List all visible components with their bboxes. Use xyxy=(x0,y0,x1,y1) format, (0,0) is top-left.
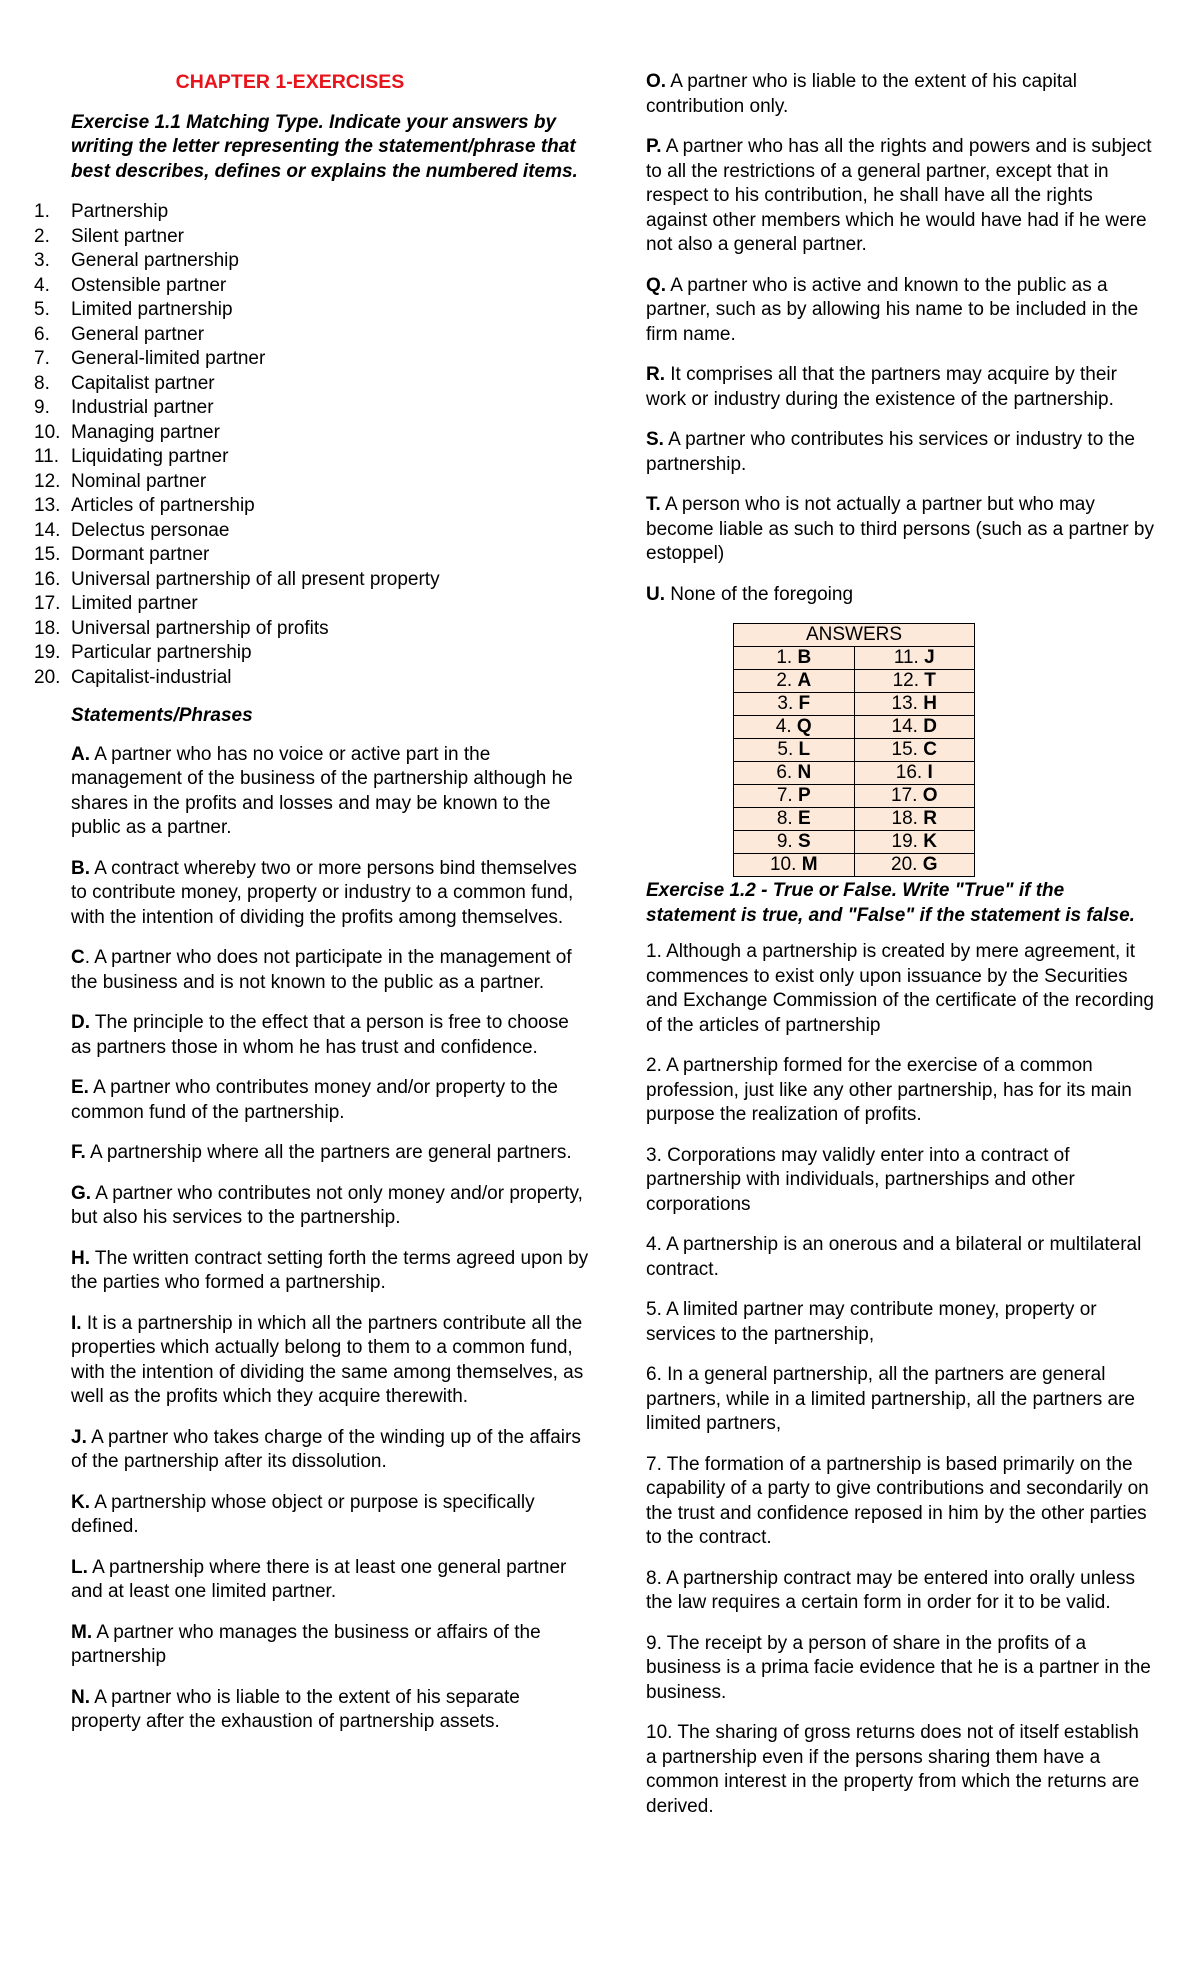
list-item xyxy=(34,421,590,446)
true-false-item: 5. A limited partner may contribute money, property or services to the partnership, xyxy=(646,1299,1097,1345)
list-item xyxy=(34,543,590,568)
item-text: Universal partnership of all present property xyxy=(71,568,440,590)
item-text: General partner xyxy=(71,323,205,345)
answer-cell xyxy=(854,854,975,877)
statement-text: A partner who contributes money and/or property to the common fund of the partnership. xyxy=(71,1077,558,1123)
list-item xyxy=(34,617,590,642)
item-text: Silent partner xyxy=(71,225,185,247)
statement-text: It is a partnership in which all the partners contribute all the properties which actually belong to them to a common fund, with the intention of dividing the same among themselves, as well as the profits which they acquire therewith. xyxy=(71,1312,584,1407)
statement-letter: M. xyxy=(71,1621,93,1643)
true-false-item: 4. A partnership is an onerous and a bilateral or multilateral contract. xyxy=(646,1234,1142,1280)
item-number: 2. xyxy=(34,225,50,247)
item-text: General-limited partner xyxy=(71,348,266,369)
list-item xyxy=(34,519,590,544)
answer-number: 3. xyxy=(777,693,794,714)
item-number: 18. xyxy=(34,617,61,639)
answer-cell xyxy=(854,762,975,785)
answer-number: 18. xyxy=(891,808,918,829)
answer-number: 6. xyxy=(776,762,793,783)
item-number: 8. xyxy=(34,372,50,394)
item-number: 15. xyxy=(34,544,61,565)
item-number: 11. xyxy=(34,446,60,467)
answer-letter: O xyxy=(922,785,938,806)
answers-table xyxy=(733,623,975,877)
statements-right xyxy=(646,70,1154,607)
statement-text: None of the foregoing xyxy=(665,583,854,605)
answer-cell xyxy=(734,854,855,877)
statement xyxy=(71,1247,590,1296)
statement-text: The written contract setting forth the terms agreed upon by the parties who formed a partnership. xyxy=(71,1247,589,1293)
item-text: Nominal partner xyxy=(71,470,207,492)
statement-text: The principle to the effect that a person is free to choose as partners those in whom he has trust and confidence. xyxy=(71,1012,569,1058)
item-text: Particular partnership xyxy=(71,642,252,663)
true-false-item: 9. The receipt by a person of share in the profits of a business is a prima facie evidence that he is a partner in the business. xyxy=(646,1632,1151,1703)
answer-number: 1. xyxy=(776,647,793,668)
item-number: 13. xyxy=(34,495,61,516)
answer-letter: F xyxy=(798,693,811,714)
item-number: 6. xyxy=(34,323,50,345)
list-item xyxy=(34,494,590,519)
answer-number: 13. xyxy=(891,693,918,714)
answer-letter: B xyxy=(797,647,812,668)
answer-number: 11. xyxy=(893,647,919,668)
answer-letter: D xyxy=(923,716,937,737)
statement xyxy=(646,583,1154,608)
statement-letter: C xyxy=(71,947,85,968)
statement-text: A partner who contributes his services or industry to the partnership. xyxy=(646,429,1135,475)
statement-text: A partner who is liable to the extent of his separate property after the exhaustion of partnership assets. xyxy=(71,1686,520,1732)
answer-number: 5. xyxy=(777,739,794,760)
statement-letter: I. xyxy=(71,1312,82,1334)
answer-cell xyxy=(734,716,855,739)
answer-cell xyxy=(734,693,855,716)
statement-text: A partner who contributes not only money and/or property, but also his services to the partnership. xyxy=(71,1182,583,1228)
answer-number: 17. xyxy=(891,785,918,806)
item-text: Capitalist partner xyxy=(71,372,215,394)
answer-letter: K xyxy=(923,831,937,852)
answer-letter: S xyxy=(797,831,811,852)
list-item xyxy=(34,396,590,421)
statement xyxy=(71,1182,590,1231)
statement-letter: G. xyxy=(71,1182,92,1204)
statement xyxy=(71,1312,590,1410)
answer-cell xyxy=(854,831,975,854)
statement-text: A person who is not actually a partner but who may become liable as such to third persons (such as a partner by estoppel) xyxy=(646,494,1154,564)
exercise-1-heading: Exercise 1.1 Matching Type. Indicate your answers by writing the letter representing the statement/phrase that best describes, defines or explains the numbered items. xyxy=(71,111,578,182)
answers-row xyxy=(734,854,975,877)
true-false-item: 10. The sharing of gross returns does not of itself establish a partnership even if the persons sharing them have a common interest in the property from which the returns are derived. xyxy=(646,1722,1140,1817)
item-text: Delectus personae xyxy=(71,519,230,541)
statement xyxy=(71,1426,590,1475)
answer-letter: A xyxy=(797,670,812,691)
answer-cell xyxy=(854,716,975,739)
statement xyxy=(71,1686,590,1735)
answer-cell xyxy=(734,739,855,762)
answer-letter: M xyxy=(801,854,818,875)
statement-letter: N. xyxy=(71,1686,90,1708)
list-item xyxy=(34,470,590,495)
list-item xyxy=(34,568,590,593)
statement-letter: K. xyxy=(71,1491,90,1513)
answer-cell xyxy=(734,762,855,785)
statement-text: . A partner who does not participate in the management of the business and is not known to the public as a partner. xyxy=(71,947,572,993)
statement xyxy=(646,135,1154,258)
item-number: 5. xyxy=(34,299,50,320)
answer-cell xyxy=(854,647,975,670)
answer-number: 10. xyxy=(769,854,797,875)
statement-letter: J. xyxy=(71,1426,87,1448)
item-number: 3. xyxy=(34,250,50,271)
true-false-item: 7. The formation of a partnership is based primarily on the capability of a party to give contributions and secondarily on the trust and confidence reposed in him by the other parties to the contract. xyxy=(646,1453,1149,1548)
left-column xyxy=(34,70,590,1751)
list-item xyxy=(34,323,590,348)
item-text: Liquidating partner xyxy=(71,446,229,467)
statement xyxy=(71,946,590,995)
statement-text: A partner who is liable to the extent of his capital contribution only. xyxy=(646,71,1077,117)
item-number: 1. xyxy=(34,201,50,222)
answers-header: ANSWERS xyxy=(734,624,975,647)
item-text: General partnership xyxy=(71,250,239,271)
statement-letter: S. xyxy=(646,429,664,450)
statement-text: A partnership whose object or purpose is specifically defined. xyxy=(71,1491,535,1537)
item-number: 9. xyxy=(34,397,50,418)
answers-row xyxy=(734,831,975,854)
item-number: 19. xyxy=(34,642,61,663)
answers-row xyxy=(734,808,975,831)
answer-cell xyxy=(854,693,975,716)
list-item xyxy=(34,445,590,470)
answer-letter: P xyxy=(797,785,811,806)
answer-letter: J xyxy=(924,647,935,668)
statement-letter: H. xyxy=(71,1247,90,1269)
statement xyxy=(71,857,590,931)
answer-letter: R xyxy=(923,808,937,829)
item-number: 17. xyxy=(34,593,61,614)
answer-number: 15. xyxy=(891,739,918,760)
item-number: 14. xyxy=(34,519,61,541)
item-text: Articles of partnership xyxy=(71,495,255,516)
statement-text: A partner who has no voice or active part in the management of the business of the partnership although he shares in the profits and losses and may be known to the public as a partner. xyxy=(71,743,573,838)
statement-letter: A. xyxy=(71,743,90,765)
right-column xyxy=(646,70,1154,1835)
item-text: Limited partner xyxy=(71,593,198,614)
numbered-items-list xyxy=(34,200,590,690)
answers-row xyxy=(734,762,975,785)
list-item xyxy=(34,641,590,666)
answer-number: 2. xyxy=(776,670,793,691)
statement-text: A partnership where all the partners are general partners. xyxy=(85,1142,572,1163)
answer-number: 19. xyxy=(891,831,918,852)
item-number: 20. xyxy=(34,666,61,688)
item-text: Industrial partner xyxy=(71,397,214,418)
item-text: Partnership xyxy=(71,201,169,222)
answer-number: 8. xyxy=(776,808,793,829)
answer-letter: L xyxy=(798,739,811,760)
answers-row xyxy=(734,693,975,716)
answer-letter: C xyxy=(923,739,937,760)
statement-letter: T. xyxy=(646,494,661,515)
item-text: Managing partner xyxy=(71,421,220,443)
answer-letter: Q xyxy=(796,716,812,737)
statement xyxy=(71,1621,590,1670)
answer-letter: I xyxy=(927,762,933,783)
item-text: Universal partnership of profits xyxy=(71,617,329,639)
answer-number: 7. xyxy=(776,785,793,806)
item-number: 10. xyxy=(34,421,61,443)
answer-number: 12. xyxy=(892,670,920,691)
statement-text: A partnership where there is at least one general partner and at least one limited partner. xyxy=(71,1556,567,1602)
answer-letter: G xyxy=(922,854,938,875)
list-item xyxy=(34,225,590,250)
true-false-item: 6. In a general partnership, all the partners are general partners, while in a limited partnership, all the partners are limited partners, xyxy=(646,1364,1135,1434)
list-item xyxy=(34,249,590,274)
item-number: 12. xyxy=(34,470,61,492)
statement-letter: O. xyxy=(646,71,667,92)
statement-text: It comprises all that the partners may acquire by their work or industry during the existence of the partnership. xyxy=(646,364,1117,410)
answer-cell xyxy=(734,670,855,693)
statement xyxy=(646,363,1154,412)
item-number: 7. xyxy=(34,348,50,369)
statement-letter: B. xyxy=(71,857,90,879)
answer-cell xyxy=(854,739,975,762)
statement-letter: D. xyxy=(71,1012,90,1033)
statement-letter: E. xyxy=(71,1077,89,1098)
answers-row xyxy=(734,739,975,762)
item-text: Ostensible partner xyxy=(71,274,227,296)
answers-row xyxy=(734,785,975,808)
statements-heading: Statements/Phrases xyxy=(71,705,253,726)
true-false-item: 3. Corporations may validly enter into a contract of partnership with individuals, partnerships and other corporations xyxy=(646,1144,1075,1215)
answer-number: 9. xyxy=(776,831,793,852)
statement-text: A partner who has all the rights and powers and is subject to all the restrictions of a general partner, except that in respect to his contribution, he shall have all the rights against other members which he would have had if he were not also a general partner. xyxy=(646,136,1152,255)
statement-text: A contract whereby two or more persons bind themselves to contribute money, property or industry to a common fund, with the intention of dividing the profits among themselves. xyxy=(71,857,577,928)
statement xyxy=(646,274,1154,348)
statement xyxy=(646,428,1154,477)
list-item xyxy=(34,592,590,617)
chapter-title: CHAPTER 1-EXERCISES xyxy=(175,71,405,93)
answer-letter: N xyxy=(797,762,812,783)
answer-letter: E xyxy=(797,808,811,829)
list-item xyxy=(34,274,590,299)
list-item xyxy=(34,666,590,691)
statements-left xyxy=(34,743,590,1735)
true-false-item: 1. Although a partnership is created by mere agreement, it commences to exist only upon issuance by the Securities and Exchange Commission of the certificate of the recording of the articles of partnership xyxy=(646,941,1154,1036)
answer-number: 14. xyxy=(891,716,918,737)
statement xyxy=(646,493,1154,567)
statement-text: A partner who takes charge of the winding up of the affairs of the partnership after its dissolution. xyxy=(71,1426,581,1472)
answer-number: 4. xyxy=(775,716,792,737)
statement-letter: L. xyxy=(71,1556,88,1578)
answers-row xyxy=(734,670,975,693)
answer-letter: H xyxy=(923,693,937,714)
statement xyxy=(71,1076,590,1125)
statement-text: A partner who manages the business or affairs of the partnership xyxy=(71,1621,541,1667)
statement xyxy=(71,1491,590,1540)
statement xyxy=(71,1011,590,1060)
list-item xyxy=(34,372,590,397)
true-false-list xyxy=(646,940,1154,1819)
true-false-item: 2. A partnership formed for the exercise of a common profession, just like any other partnership, has for its main purpose the realization of profits. xyxy=(646,1055,1132,1125)
item-number: 4. xyxy=(34,274,50,296)
answers-row xyxy=(734,716,975,739)
item-text: Capitalist-industrial xyxy=(71,666,232,688)
statement xyxy=(646,70,1154,119)
statement-letter: P. xyxy=(646,136,662,157)
list-item xyxy=(34,347,590,372)
statement xyxy=(71,1556,590,1605)
statement-letter: U. xyxy=(646,583,665,605)
answer-cell xyxy=(854,785,975,808)
answer-cell xyxy=(734,785,855,808)
answer-cell xyxy=(854,808,975,831)
statement xyxy=(71,1141,590,1166)
answer-cell xyxy=(734,831,855,854)
answer-number: 20. xyxy=(891,854,918,875)
statement-letter: F. xyxy=(71,1142,86,1163)
statement-letter: Q. xyxy=(646,274,667,296)
list-item xyxy=(34,298,590,323)
item-text: Limited partnership xyxy=(71,299,233,320)
item-number: 16. xyxy=(34,568,61,590)
exercise-2-heading: Exercise 1.2 - True or False. Write "True" if the statement is true, and "False" if the statement is false. xyxy=(646,880,1135,926)
statement-letter: R. xyxy=(646,364,665,385)
list-item xyxy=(34,200,590,225)
answer-cell xyxy=(734,808,855,831)
answer-letter: T xyxy=(924,670,936,691)
answer-cell xyxy=(854,670,975,693)
answer-cell xyxy=(734,647,855,670)
answers-row xyxy=(734,647,975,670)
answer-number: 16. xyxy=(895,762,923,783)
item-text: Dormant partner xyxy=(71,544,210,565)
true-false-item: 8. A partnership contract may be entered into orally unless the law requires a certain form in order for it to be valid. xyxy=(646,1567,1135,1613)
statement-text: A partner who is active and known to the public as a partner, such as by allowing his name to be included in the firm name. xyxy=(646,274,1139,345)
statement xyxy=(71,743,590,841)
